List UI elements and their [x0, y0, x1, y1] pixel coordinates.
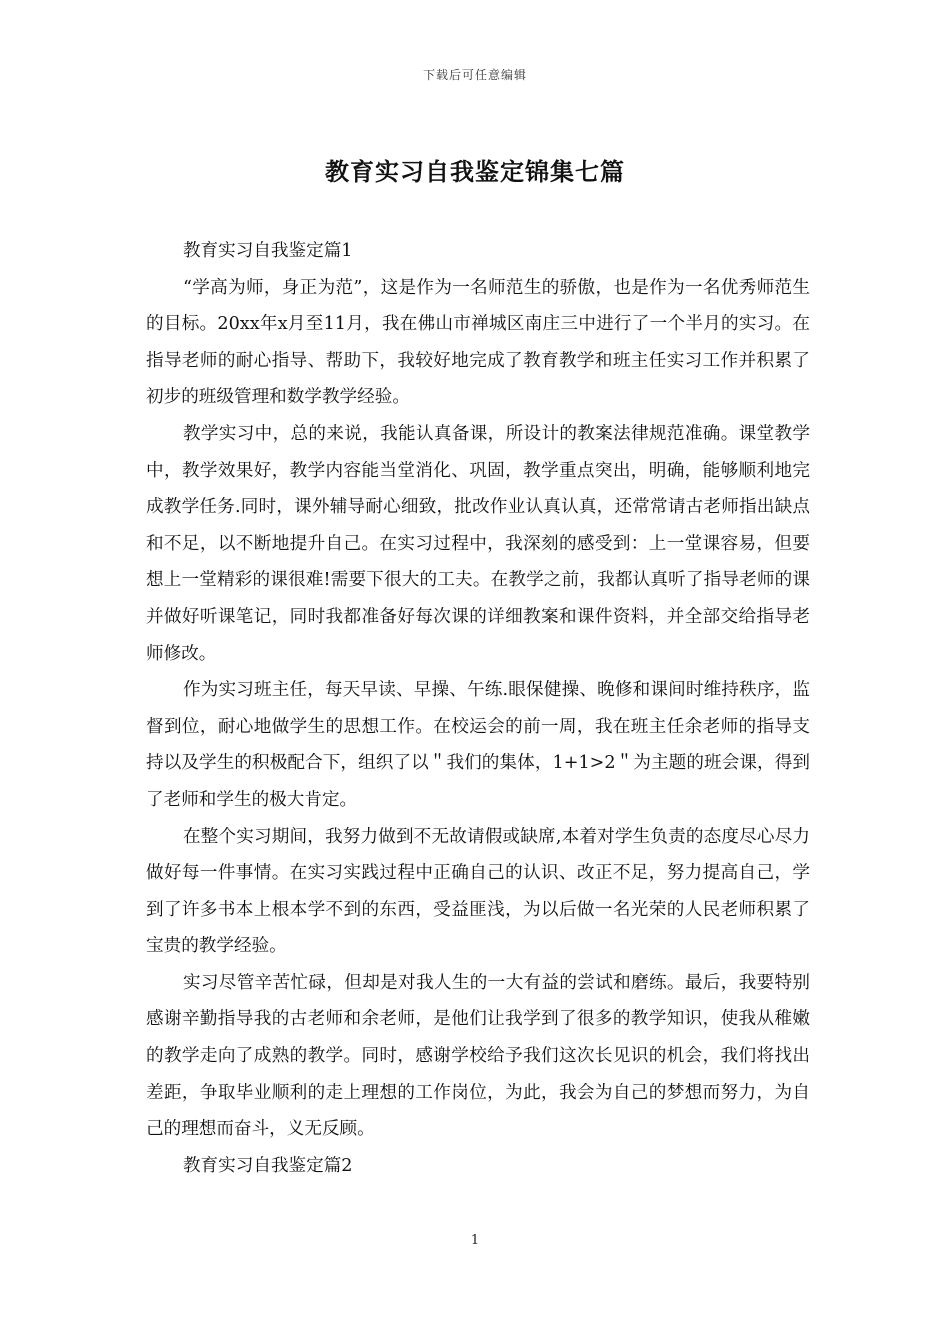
header-note: 下载后可任意编辑	[422, 68, 527, 82]
document-title: 教育实习自我鉴定锦集七篇	[325, 157, 625, 186]
page-number: 1	[470, 1233, 480, 1248]
paragraph: 作为实习班主任，每天早读、早操、午练.眼保健操、晚修和课间时维持秩序，监督到位，耐心地做学生的思想工作。在校运会的前一周，我在班主任余老师的指导支持以及学生的积极配合下，组织了以＂我们的集体，1+1>2＂为主题的班会课，得到了老师和学生的极大肯定。	[146, 680, 810, 810]
paragraph: 实习尽管辛苦忙碌，但却是对我人生的一大有益的尝试和磨练。最后，我要特别感谢辛勤指导我的古老师和余老师，是他们让我学到了很多的教学知识，使我从稚嫩的教学走向了成熟的教学。同时，感谢学校给予我们这次长见识的机会，我们将找出差距，争取毕业顺利的走上理想的工作岗位，为此，我会为自己的梦想而努力，为自己的理想而奋斗，义无反顾。	[146, 972, 810, 1140]
document-body	[146, 233, 810, 1184]
paragraph: 在整个实习期间，我努力做到不无故请假或缺席,本着对学生负责的态度尽心尽力做好每一件事情。在实习实践过程中正确自己的认识、改正不足，努力提高自己，学到了许多书本上根本学不到的东西，受益匪浅，为以后做一名光荣的人民老师积累了宝贵的教学经验。	[146, 826, 810, 957]
section-heading-1: 教育实习自我鉴定篇1	[182, 241, 353, 261]
section-heading-2: 教育实习自我鉴定篇2	[182, 1155, 353, 1176]
paragraph: 教学实习中，总的来说，我能认真备课，所设计的教案法律规范准确。课堂教学中，教学效果好，教学内容能当堂消化、巩固，教学重点突出，明确，能够顺利地完成教学任务.同时，课外辅导耐心细致，批改作业认真认真，还常常请古老师指出缺点和不足，以不断地提升自己。在实习过程中，我深刻的感受到：上一堂课容易，但要想上一堂精彩的课很难!需要下很大的工夫。在教学之前，我都认真听了指导老师的课并做好听课笔记，同时我都准备好每次课的详细教案和课件资料，并全部交给指导老师修改。	[146, 423, 810, 664]
paragraph: “学高为师，身正为范”，这是作为一名师范生的骄傲，也是作为一名优秀师范生的目标。20xx年x月至11月，我在佛山市禅城区南庄三中进行了一个半月的实习。在指导老师的耐心指导、帮助下，我较好地完成了教育教学和班主任实习工作并积累了初步的班级管理和数学教学经验。	[146, 277, 810, 408]
